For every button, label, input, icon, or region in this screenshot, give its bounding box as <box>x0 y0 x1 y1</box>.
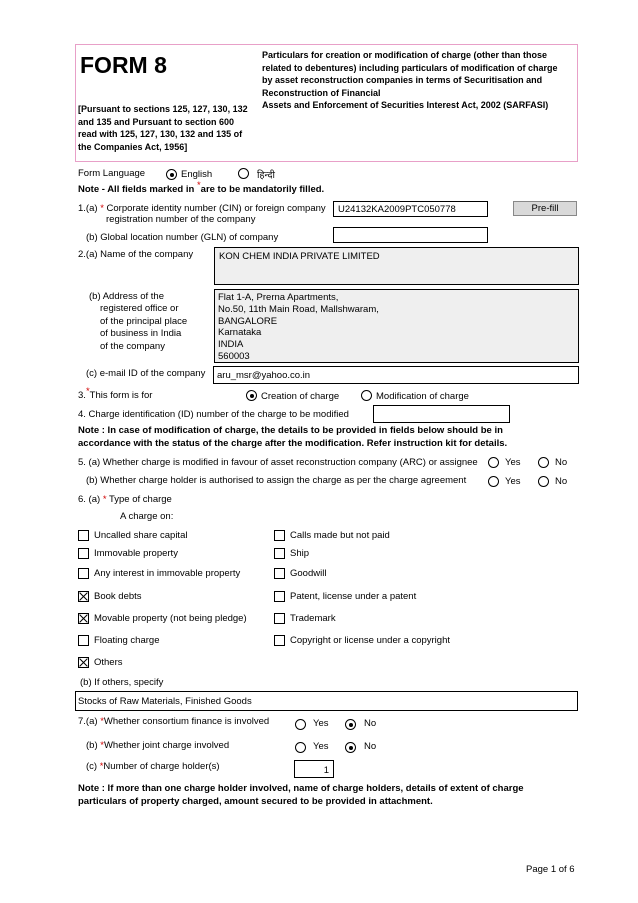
joint-charge-yes-radio[interactable] <box>295 742 306 753</box>
modification-note: Note : In case of modification of charge, the details to be provided in fields below should be in accordance with the status of the charge after the modification. Refer instruction kit for details. <box>78 425 508 449</box>
required-star: * <box>196 180 201 191</box>
required-star: * <box>85 386 90 397</box>
charge-holders-count-input[interactable]: 1 <box>294 760 334 778</box>
required-star: * <box>100 740 104 751</box>
required-star: * <box>100 203 104 214</box>
q1a-number: 1.(a) <box>78 203 98 214</box>
q1a-text: Corporate identity number (CIN) or foreign company <box>106 203 326 214</box>
pursuant-text: [Pursuant to sections 125, 127, 130, 132 and 135 and Pursuant to section 600 read with 125, 127, 130, 132 and 135 of the Companies Act, 1956] <box>78 104 248 152</box>
q5a-yes-radio[interactable] <box>488 457 499 468</box>
q6a-number: 6. (a) <box>78 494 101 505</box>
email-field[interactable]: aru_msr@yahoo.co.in <box>213 366 579 384</box>
q7c-text: Number of charge holder(s) <box>103 761 220 772</box>
mandatory-note-suffix: are to be mandatorily filled. <box>200 184 325 195</box>
joint-charge-yes-label: Yes <box>313 741 329 752</box>
address-field[interactable]: Flat 1-A, Prerna Apartments, No.50, 11th Main Road, Mallshwaram, BANGALORE Karnataka INDIA 560003 <box>214 289 579 363</box>
charge-id-input[interactable] <box>373 405 510 423</box>
q2b-label-rest: registered office or of the principal place of business in India of the company <box>100 303 188 352</box>
label-copyright: Copyright or license under a copyright <box>290 635 451 646</box>
q7c-label <box>86 761 220 772</box>
checkbox-ship[interactable] <box>274 548 285 559</box>
label-book-debts: Book debts <box>94 591 142 602</box>
form-title: FORM 8 <box>80 52 167 78</box>
label-uncalled-share-capital: Uncalled share capital <box>94 530 188 541</box>
q6a-text: Type of charge <box>109 494 172 505</box>
checkbox-floating-charge[interactable] <box>78 635 89 646</box>
q7c-number: (c) <box>86 761 98 772</box>
q5a-no-label: No <box>555 457 568 468</box>
q5b-yes-label: Yes <box>505 476 521 487</box>
q4-label: 4. Charge identification (ID) number of the charge to be modified <box>78 409 349 420</box>
q1a-label-line2: registration number of the company <box>106 214 256 225</box>
checkbox-interest-immovable-property[interactable] <box>78 568 89 579</box>
required-star: * <box>99 761 104 772</box>
q5b-label: (b) Whether charge holder is authorised to assign the charge as per the charge agreement <box>86 475 467 486</box>
label-others: Others <box>94 657 123 668</box>
label-ship: Ship <box>290 548 310 559</box>
q7b-label <box>86 740 229 751</box>
q5b-no-label: No <box>555 476 568 487</box>
cin-input[interactable]: U24132KA2009PTC050778 <box>333 201 488 217</box>
joint-charge-no-label: No <box>364 741 377 752</box>
q5a-no-radio[interactable] <box>538 457 549 468</box>
consortium-no-radio[interactable] <box>345 719 356 730</box>
label-interest-immovable-property: Any interest in immovable property <box>94 568 241 579</box>
label-movable-property: Movable property (not being pledge) <box>94 613 247 624</box>
mandatory-note <box>78 180 325 195</box>
q7a-number: 7.(a) <box>78 716 98 727</box>
checkbox-others[interactable] <box>78 657 89 668</box>
q3-number: 3. <box>78 390 86 401</box>
modification-radio[interactable] <box>361 390 372 401</box>
prefill-button[interactable]: Pre-fill <box>513 201 577 216</box>
q1a-label <box>78 203 326 214</box>
q6a-label <box>78 494 172 505</box>
modification-label: Modification of charge <box>376 391 469 402</box>
checkbox-calls-made[interactable] <box>274 530 285 541</box>
q6b-label: (b) If others, specify <box>80 677 164 688</box>
checkbox-book-debts[interactable] <box>78 591 89 602</box>
q3-text: This form is for <box>89 390 153 401</box>
q2a-label: 2.(a) Name of the company <box>78 249 194 260</box>
label-calls-made: Calls made but not paid <box>290 530 390 541</box>
charge-on-label: A charge on: <box>120 511 174 522</box>
q7b-number: (b) <box>86 740 98 751</box>
consortium-yes-radio[interactable] <box>295 719 306 730</box>
q5a-yes-label: Yes <box>505 457 521 468</box>
gln-input[interactable] <box>333 227 488 243</box>
company-name-field[interactable]: KON CHEM INDIA PRIVATE LIMITED <box>214 247 579 285</box>
consortium-no-label: No <box>364 718 377 729</box>
q7a-text: Whether consortium finance is involved <box>103 716 270 727</box>
label-trademark: Trademark <box>290 613 336 624</box>
language-hindi-radio[interactable] <box>238 168 249 179</box>
label-goodwill: Goodwill <box>290 568 327 579</box>
label-patent: Patent, license under a patent <box>290 591 417 602</box>
checkbox-trademark[interactable] <box>274 613 285 624</box>
language-english-label: English <box>181 169 213 180</box>
language-english-radio[interactable] <box>166 169 177 180</box>
q2b-label: (b) Address of the <box>89 291 164 302</box>
creation-label: Creation of charge <box>261 391 340 402</box>
checkbox-movable-property[interactable] <box>78 613 89 624</box>
checkbox-patent[interactable] <box>274 591 285 602</box>
others-specify-field[interactable]: Stocks of Raw Materials, Finished Goods <box>75 691 578 711</box>
q7b-text: Whether joint charge involved <box>103 740 230 751</box>
joint-charge-no-radio[interactable] <box>345 742 356 753</box>
q5b-no-radio[interactable] <box>538 476 549 487</box>
holders-note: Note : If more than one charge holder involved, name of charge holders, details of extent of charge particulars of property charged, amount secured to be provided in attachment. <box>78 783 524 807</box>
label-floating-charge: Floating charge <box>94 635 160 646</box>
language-label: Form Language <box>78 168 146 179</box>
checkbox-goodwill[interactable] <box>274 568 285 579</box>
label-immovable-property: Immovable property <box>94 548 178 559</box>
language-hindi-label: हिन्दी <box>257 170 275 181</box>
particulars-text: Particulars for creation or modification of charge (other than those related to debentures) including particulars of modification of charge by asset reconstruction companies in terms of Securitisation and Reconstruction of Financial Assets and Enforcement of Securities Interest Act, 2002 (SARFASI) <box>262 50 558 110</box>
checkbox-uncalled-share-capital[interactable] <box>78 530 89 541</box>
required-star: * <box>100 716 104 727</box>
q5a-label: 5. (a) Whether charge is modified in favour of asset reconstruction company (ARC) or assignee <box>78 457 478 468</box>
consortium-yes-label: Yes <box>313 718 329 729</box>
creation-radio[interactable] <box>246 390 257 401</box>
q2c-label: (c) e-mail ID of the company <box>86 368 206 379</box>
q3-label <box>78 386 153 401</box>
checkbox-copyright[interactable] <box>274 635 285 646</box>
page-number: Page 1 of 6 <box>526 864 575 875</box>
q5b-yes-radio[interactable] <box>488 476 499 487</box>
q1b-label: (b) Global location number (GLN) of company <box>86 232 279 243</box>
q7a-label <box>78 716 269 727</box>
mandatory-note-prefix: Note - All fields marked in <box>78 184 197 195</box>
checkbox-immovable-property[interactable] <box>78 548 89 559</box>
required-star: * <box>102 494 107 505</box>
